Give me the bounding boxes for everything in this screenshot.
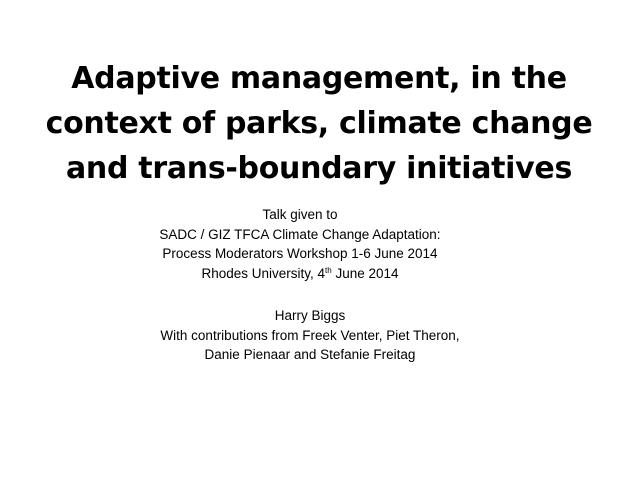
title-line-3: and trans-boundary initiatives [65, 151, 573, 186]
title-line-1: Adaptive management, in the [71, 61, 567, 96]
slide-title [20, 56, 618, 191]
talk-info [120, 205, 480, 283]
talk-intro: Talk given to [262, 207, 338, 222]
date-ordinal-suffix: th [325, 265, 332, 275]
venue-date-suffix: June 2014 [331, 265, 399, 281]
contributors-line-1: With contributions from Freek Venter, Piet Theron, [160, 327, 460, 343]
author-name: Harry Biggs [274, 308, 346, 323]
talk-event: SADC / GIZ TFCA Climate Change Adaptation: [159, 226, 441, 242]
contributors-line-2: Danie Pienaar and Stefanie Freitag [204, 347, 416, 362]
talk-venue-date [120, 264, 480, 284]
title-line-2: context of parks, climate change [45, 106, 593, 141]
venue-date-prefix: Rhodes University, 4 [201, 265, 326, 281]
author-info [120, 306, 500, 365]
talk-workshop: Process Moderators Workshop 1-6 June 2014 [162, 246, 438, 261]
